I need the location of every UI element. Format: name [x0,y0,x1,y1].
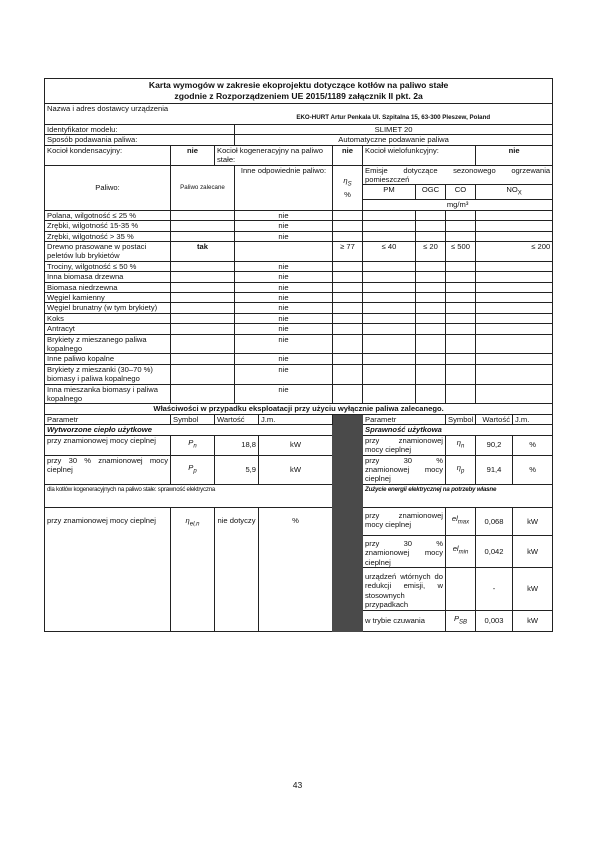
condensing-label: Kocioł kondensacyjny: [45,145,171,165]
fuel-name: Biomasa niedrzewna [45,282,171,292]
fuel-pm [363,303,416,313]
fuel-eta [333,231,363,241]
fuel-co [446,354,476,364]
aux-value: - [476,567,513,610]
fuel-preferred [171,313,235,323]
aux-unit: kW [513,535,553,567]
fuel-eta [333,324,363,334]
fuel-co [446,384,476,404]
fuel-preferred [171,210,235,220]
eff-param: przy 30 % znamionowej mocy cieplnej [363,455,446,484]
fuel-nox [476,293,553,303]
perf-row [45,435,553,455]
fuel-preferred [171,324,235,334]
col-symbol-right: Symbol [446,414,476,424]
fuel-eta [333,272,363,282]
aux-symbol: $el_{min}$ [446,535,476,567]
fuel-co [446,272,476,282]
fuel-pm: ≤ 40 [363,241,416,261]
fuel-preferred [171,272,235,282]
fuel-preferred [171,231,235,241]
fuel-co [446,231,476,241]
fuel-preferred [171,221,235,231]
aux-value: 0,003 [476,610,513,631]
column-separator [333,414,363,631]
ecodesign-table [44,78,553,632]
col-symbol-left: Symbol [171,414,215,424]
fuel-preferred [171,282,235,292]
fuel-row [45,231,553,241]
emissions-unit: mg/m³ [363,200,553,210]
fuel-other: nie [235,231,333,241]
aux-title: Zużycie energii elektrycznej na potrzeby własne [363,484,553,507]
feed-label: Sposób podawania paliwa: [45,135,235,145]
fuel-name: Trociny, wilgotność ≤ 50 % [45,261,171,271]
fuel-pm [363,293,416,303]
fuel-eta [333,354,363,364]
fuel-co: ≤ 500 [446,241,476,261]
multi-label: Kocioł wielofunkcyjny: [363,145,476,165]
heat-symbol: $P_n$ [171,435,215,455]
fuel-row [45,272,553,282]
fuel-co [446,334,476,354]
col-param-right: Parametr [363,414,446,424]
aux-unit: kW [513,610,553,631]
fuel-row [45,261,553,271]
fuel-co [446,364,476,384]
fuel-preferred [171,261,235,271]
condensing-value: nie [171,145,215,165]
fuel-other: nie [235,384,333,404]
fuel-other: nie [235,210,333,220]
col-unit-right: J.m. [513,414,553,424]
fuel-ogc [416,354,446,364]
heat-symbol: $P_p$ [171,455,215,484]
fuel-co [446,313,476,323]
fuel-other: nie [235,261,333,271]
eff-value: 90,2 [476,435,513,455]
eff-unit: % [513,435,553,455]
fuel-nox [476,282,553,292]
col-value-left: Wartość [215,414,259,424]
fuel-pm [363,221,416,231]
perf-row [45,455,553,484]
co-header: CO [446,185,476,200]
fuel-preferred [171,364,235,384]
fuel-preferred: tak [171,241,235,261]
fuel-eta [333,210,363,220]
section-title: Właściwości w przypadku eksploatacji przy użyciu wyłącznie paliwa zalecanego. [45,404,553,414]
fuel-name: Inne paliwo kopalne [45,354,171,364]
pm-header: PM [363,185,416,200]
nox-header: $NO_X$ [476,185,553,200]
fuel-header: Paliwo: [45,165,171,210]
aux-value: 0,042 [476,535,513,567]
preferred-header: Paliwo zalecane [171,165,235,210]
model-label: Identyfikator modelu: [45,125,235,135]
eff-symbol: $\eta_p$ [446,455,476,484]
fuel-other: nie [235,334,333,354]
eff-title: Sprawność użytkowa [363,425,553,435]
ogc-header: OGC [416,185,446,200]
fuel-eta [333,313,363,323]
aux-param: przy znamionowej mocy cieplnej [363,507,446,535]
fuel-row [45,221,553,231]
fuel-name: Węgiel kamienny [45,293,171,303]
fuel-nox [476,272,553,282]
fuel-co [446,210,476,220]
fuel-ogc: ≤ 20 [416,241,446,261]
fuel-co [446,282,476,292]
fuel-preferred [171,384,235,404]
fuel-other: nie [235,354,333,364]
fuel-name: Inna biomasa drzewna [45,272,171,282]
fuel-other: nie [235,293,333,303]
fuel-row [45,324,553,334]
fuel-nox [476,231,553,241]
fuel-row [45,303,553,313]
other-fuel-header: Inne odpowiednie paliwo: [235,165,333,210]
fuel-ogc [416,293,446,303]
eff-param: przy znamionowej mocy cieplnej [363,435,446,455]
fuel-name: Drewno prasowane w postaci peletów lub brykietów [45,241,171,261]
fuel-preferred [171,334,235,354]
fuel-eta: ≥ 77 [333,241,363,261]
aux-unit: kW [513,507,553,535]
fuel-name: Węgiel brunatny (w tym brykiety) [45,303,171,313]
fuel-nox [476,221,553,231]
heat-param: przy 30 % znamionowej mocy cieplnej [45,455,171,484]
fuel-rows [45,210,553,404]
fuel-pm [363,272,416,282]
fuel-other: nie [235,324,333,334]
fuel-ogc [416,210,446,220]
aux-symbol [446,567,476,610]
fuel-ogc [416,324,446,334]
fuel-other: nie [235,313,333,323]
fuel-nox [476,210,553,220]
fuel-row [45,282,553,292]
sheet-title: Karta wymogów w zakresie ekoprojektu dotyczące kotłów na paliwo stałe zgodnie z Rozporządzeniem UE 2015/1189 załącznik II pkt. 2a [45,79,553,104]
aux-value: 0,068 [476,507,513,535]
fuel-name: Zrębki, wilgotność 15-35 % [45,221,171,231]
fuel-pm [363,384,416,404]
fuel-eta [333,261,363,271]
fuel-name: Zrębki, wilgotność > 35 % [45,231,171,241]
cogen-param: przy znamionowej mocy cieplnej [45,507,171,631]
heat-value: 18,8 [215,435,259,455]
heat-title: Wytworzone ciepło użytkowe [45,425,333,435]
fuel-other [235,241,333,261]
fuel-row [45,313,553,323]
supplier-label: Nazwa i adres dostawcy urządzenia [47,104,169,113]
fuel-nox [476,364,553,384]
fuel-eta [333,384,363,404]
aux-symbol: $P_{SB}$ [446,610,476,631]
fuel-preferred [171,293,235,303]
fuel-pm [363,364,416,384]
fuel-row [45,364,553,384]
fuel-eta [333,303,363,313]
fuel-co [446,303,476,313]
eff-value: 91,4 [476,455,513,484]
cogen-symbol: $\eta_{el,n}$ [171,507,215,631]
fuel-other: nie [235,221,333,231]
fuel-preferred [171,354,235,364]
cogen-value: nie [333,145,363,165]
aux-row [45,507,553,535]
fuel-eta [333,334,363,354]
fuel-pm [363,231,416,241]
fuel-row [45,210,553,220]
col-unit-left: J.m. [259,414,333,424]
fuel-nox [476,313,553,323]
fuel-pm [363,354,416,364]
eff-unit: % [513,455,553,484]
fuel-pm [363,324,416,334]
fuel-ogc [416,282,446,292]
aux-param: przy 30 % znamionowej mocy cieplnej [363,535,446,567]
page-number: 43 [292,780,303,790]
fuel-other: nie [235,272,333,282]
eco-design-sheet [44,78,552,632]
fuel-name: Brykiety z mieszanego paliwa kopalnego [45,334,171,354]
cogen-value: nie dotyczy [215,507,259,631]
fuel-pm [363,210,416,220]
fuel-nox [476,334,553,354]
fuel-ogc [416,384,446,404]
fuel-row [45,293,553,303]
fuel-nox [476,354,553,364]
heat-unit: kW [259,435,333,455]
heat-unit: kW [259,455,333,484]
fuel-co [446,261,476,271]
fuel-name: Antracyt [45,324,171,334]
fuel-co [446,324,476,334]
fuel-nox [476,261,553,271]
model-value: SLIMET 20 [235,125,553,135]
fuel-co [446,293,476,303]
fuel-ogc [416,313,446,323]
cogen-label: Kocioł kogeneracyjny na paliwo stałe: [215,145,333,165]
fuel-ogc [416,261,446,271]
aux-param: w trybie czuwania [363,610,446,631]
fuel-pm [363,282,416,292]
fuel-eta [333,282,363,292]
fuel-nox [476,324,553,334]
fuel-nox: ≤ 200 [476,241,553,261]
fuel-name: Inna mieszanka biomasy i paliwa kopalnego [45,384,171,404]
fuel-ogc [416,364,446,384]
fuel-nox [476,303,553,313]
emissions-header: Emisje dotyczące sezonowego ogrzewania pomieszczeń [363,165,553,185]
fuel-ogc [416,303,446,313]
fuel-pm [363,334,416,354]
fuel-co [446,221,476,231]
fuel-nox [476,384,553,404]
heat-param: przy znamionowej mocy cieplnej [45,435,171,455]
fuel-name: Polana, wilgotność ≤ 25 % [45,210,171,220]
fuel-row [45,241,553,261]
fuel-other: nie [235,282,333,292]
multi-value: nie [476,145,553,165]
cogen-unit: % [259,507,333,631]
eta-header: $\eta_S$ % [333,165,363,210]
fuel-row [45,334,553,354]
fuel-pm [363,313,416,323]
fuel-other: nie [235,303,333,313]
aux-param: urządzeń wtórnych do redukcji emisji, w stosownych przypadkach [363,567,446,610]
fuel-ogc [416,272,446,282]
fuel-ogc [416,231,446,241]
aux-unit: kW [513,567,553,610]
fuel-pm [363,261,416,271]
fuel-row [45,354,553,364]
fuel-eta [333,221,363,231]
eff-symbol: $\eta_n$ [446,435,476,455]
fuel-name: Koks [45,313,171,323]
fuel-other: nie [235,364,333,384]
cogen-eff-title: dla kotłów kogeneracyjnych na paliwo stałe: sprawność elektryczna [45,484,333,507]
fuel-eta [333,364,363,384]
aux-symbol: $el_{max}$ [446,507,476,535]
col-param-left: Parametr [45,414,171,424]
fuel-ogc [416,221,446,231]
feed-value: Automatyczne podawanie paliwa [235,135,553,145]
fuel-preferred [171,303,235,313]
fuel-row [45,384,553,404]
fuel-name: Brykiety z mieszanki (30–70 %) biomasy i paliwa kopalnego [45,364,171,384]
supplier-address-line: EKO-HURT Artur Penkala Ul. Szpitalna 15, 63-300 Pleszew, Poland [296,114,491,122]
supplier-cell [45,104,553,125]
col-value-right: Wartość [476,414,513,424]
fuel-eta [333,293,363,303]
fuel-ogc [416,334,446,354]
heat-value: 5,9 [215,455,259,484]
